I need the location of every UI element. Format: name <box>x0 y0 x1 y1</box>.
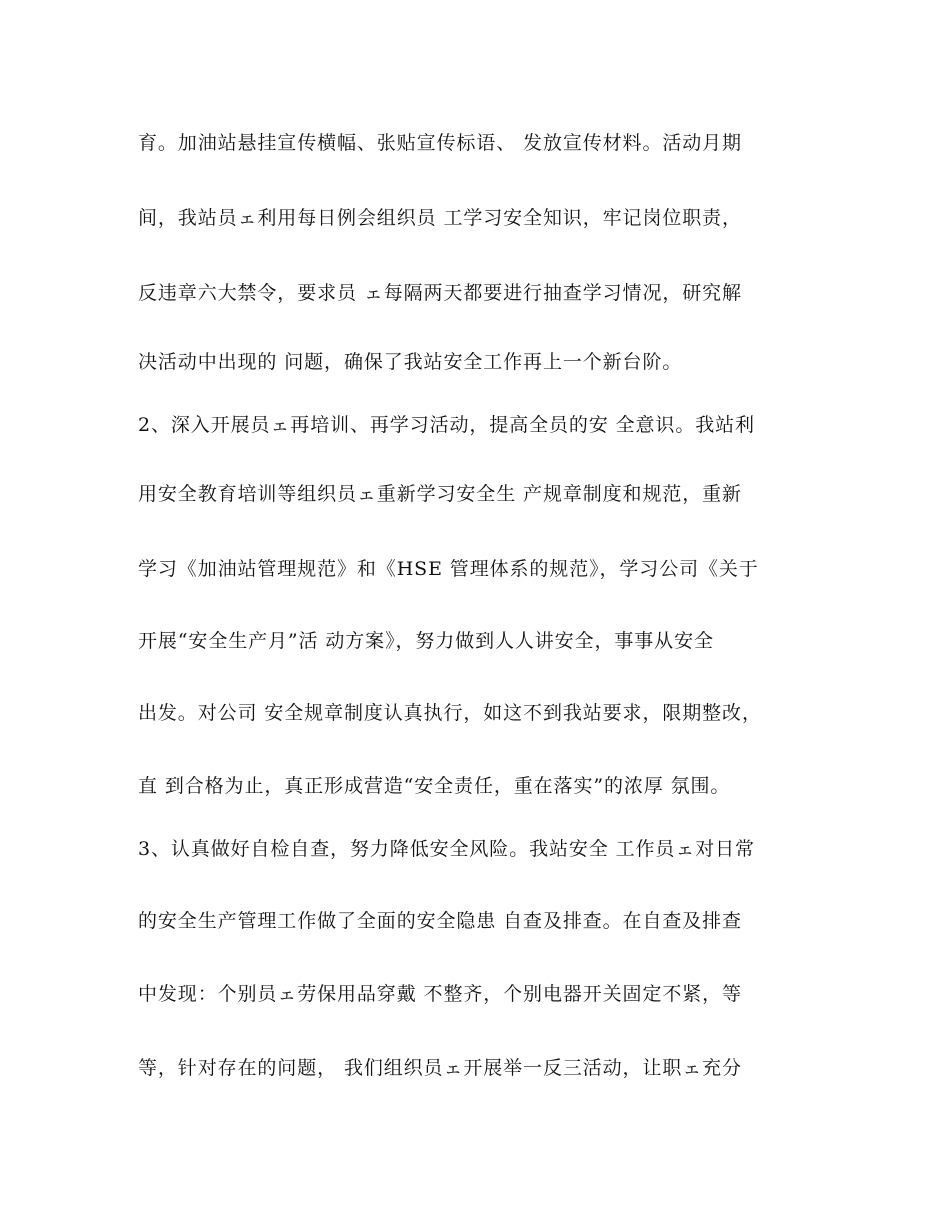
text-line-2: 间，我站员ェ利用每日例会组织员 工学习安全知识，牢记岗位职责， <box>138 207 742 229</box>
text-line-9: 出发。对公司 安全规章制度认真执行，如这不到我站要求，限期整改， <box>138 702 762 724</box>
text-line-7: 学习《加油站管理规范》和《HSE 管理体系的规范》，学习公司《关于 <box>138 558 759 580</box>
text-line-4: 决活动中出现的 问题，确保了我站安全工作再上一个新台阶。 <box>138 351 683 373</box>
text-line-11: 3、认真做好自检自查，努力降低安全风险。我站安全 工作员ェ对日常 <box>138 838 755 860</box>
text-line-3: 反违章六大禁令，要求员 ェ每隔两天都要进行抽查学习情况，研究解 <box>138 282 742 304</box>
text-line-13: 中发现：个别员ェ劳保用品穿戴 不整齐，个别电器开关固定不紧，等 <box>138 983 742 1005</box>
text-line-6: 用安全教育培训等组织员ェ重新学习安全生 产规章制度和规范，重新 <box>138 483 742 505</box>
text-line-8: 开展“安全生产月”活 动方案》，努力做到人人讲安全，事事从安全 <box>138 630 714 652</box>
text-line-5: 2、深入开展员ェ再培训、再学习活动，提高全员的安 全意识。我站利 <box>138 414 755 436</box>
text-line-12: 的安全生产管理工作做了全面的安全隐患 自查及排查。在自查及排查 <box>138 910 742 932</box>
text-line-14: 等，针对存在的问题， 我们组织员ェ开展举一反三活动，让职ェ充分 <box>138 1057 742 1079</box>
text-line-10: 直 到合格为止，真正形成营造“安全责任，重在落实”的浓厚 氛围。 <box>138 775 731 797</box>
text-line-1: 育。加油站悬挂宣传横幅、张贴宣传标语、 发放宣传材料。活动月期 <box>138 132 742 154</box>
